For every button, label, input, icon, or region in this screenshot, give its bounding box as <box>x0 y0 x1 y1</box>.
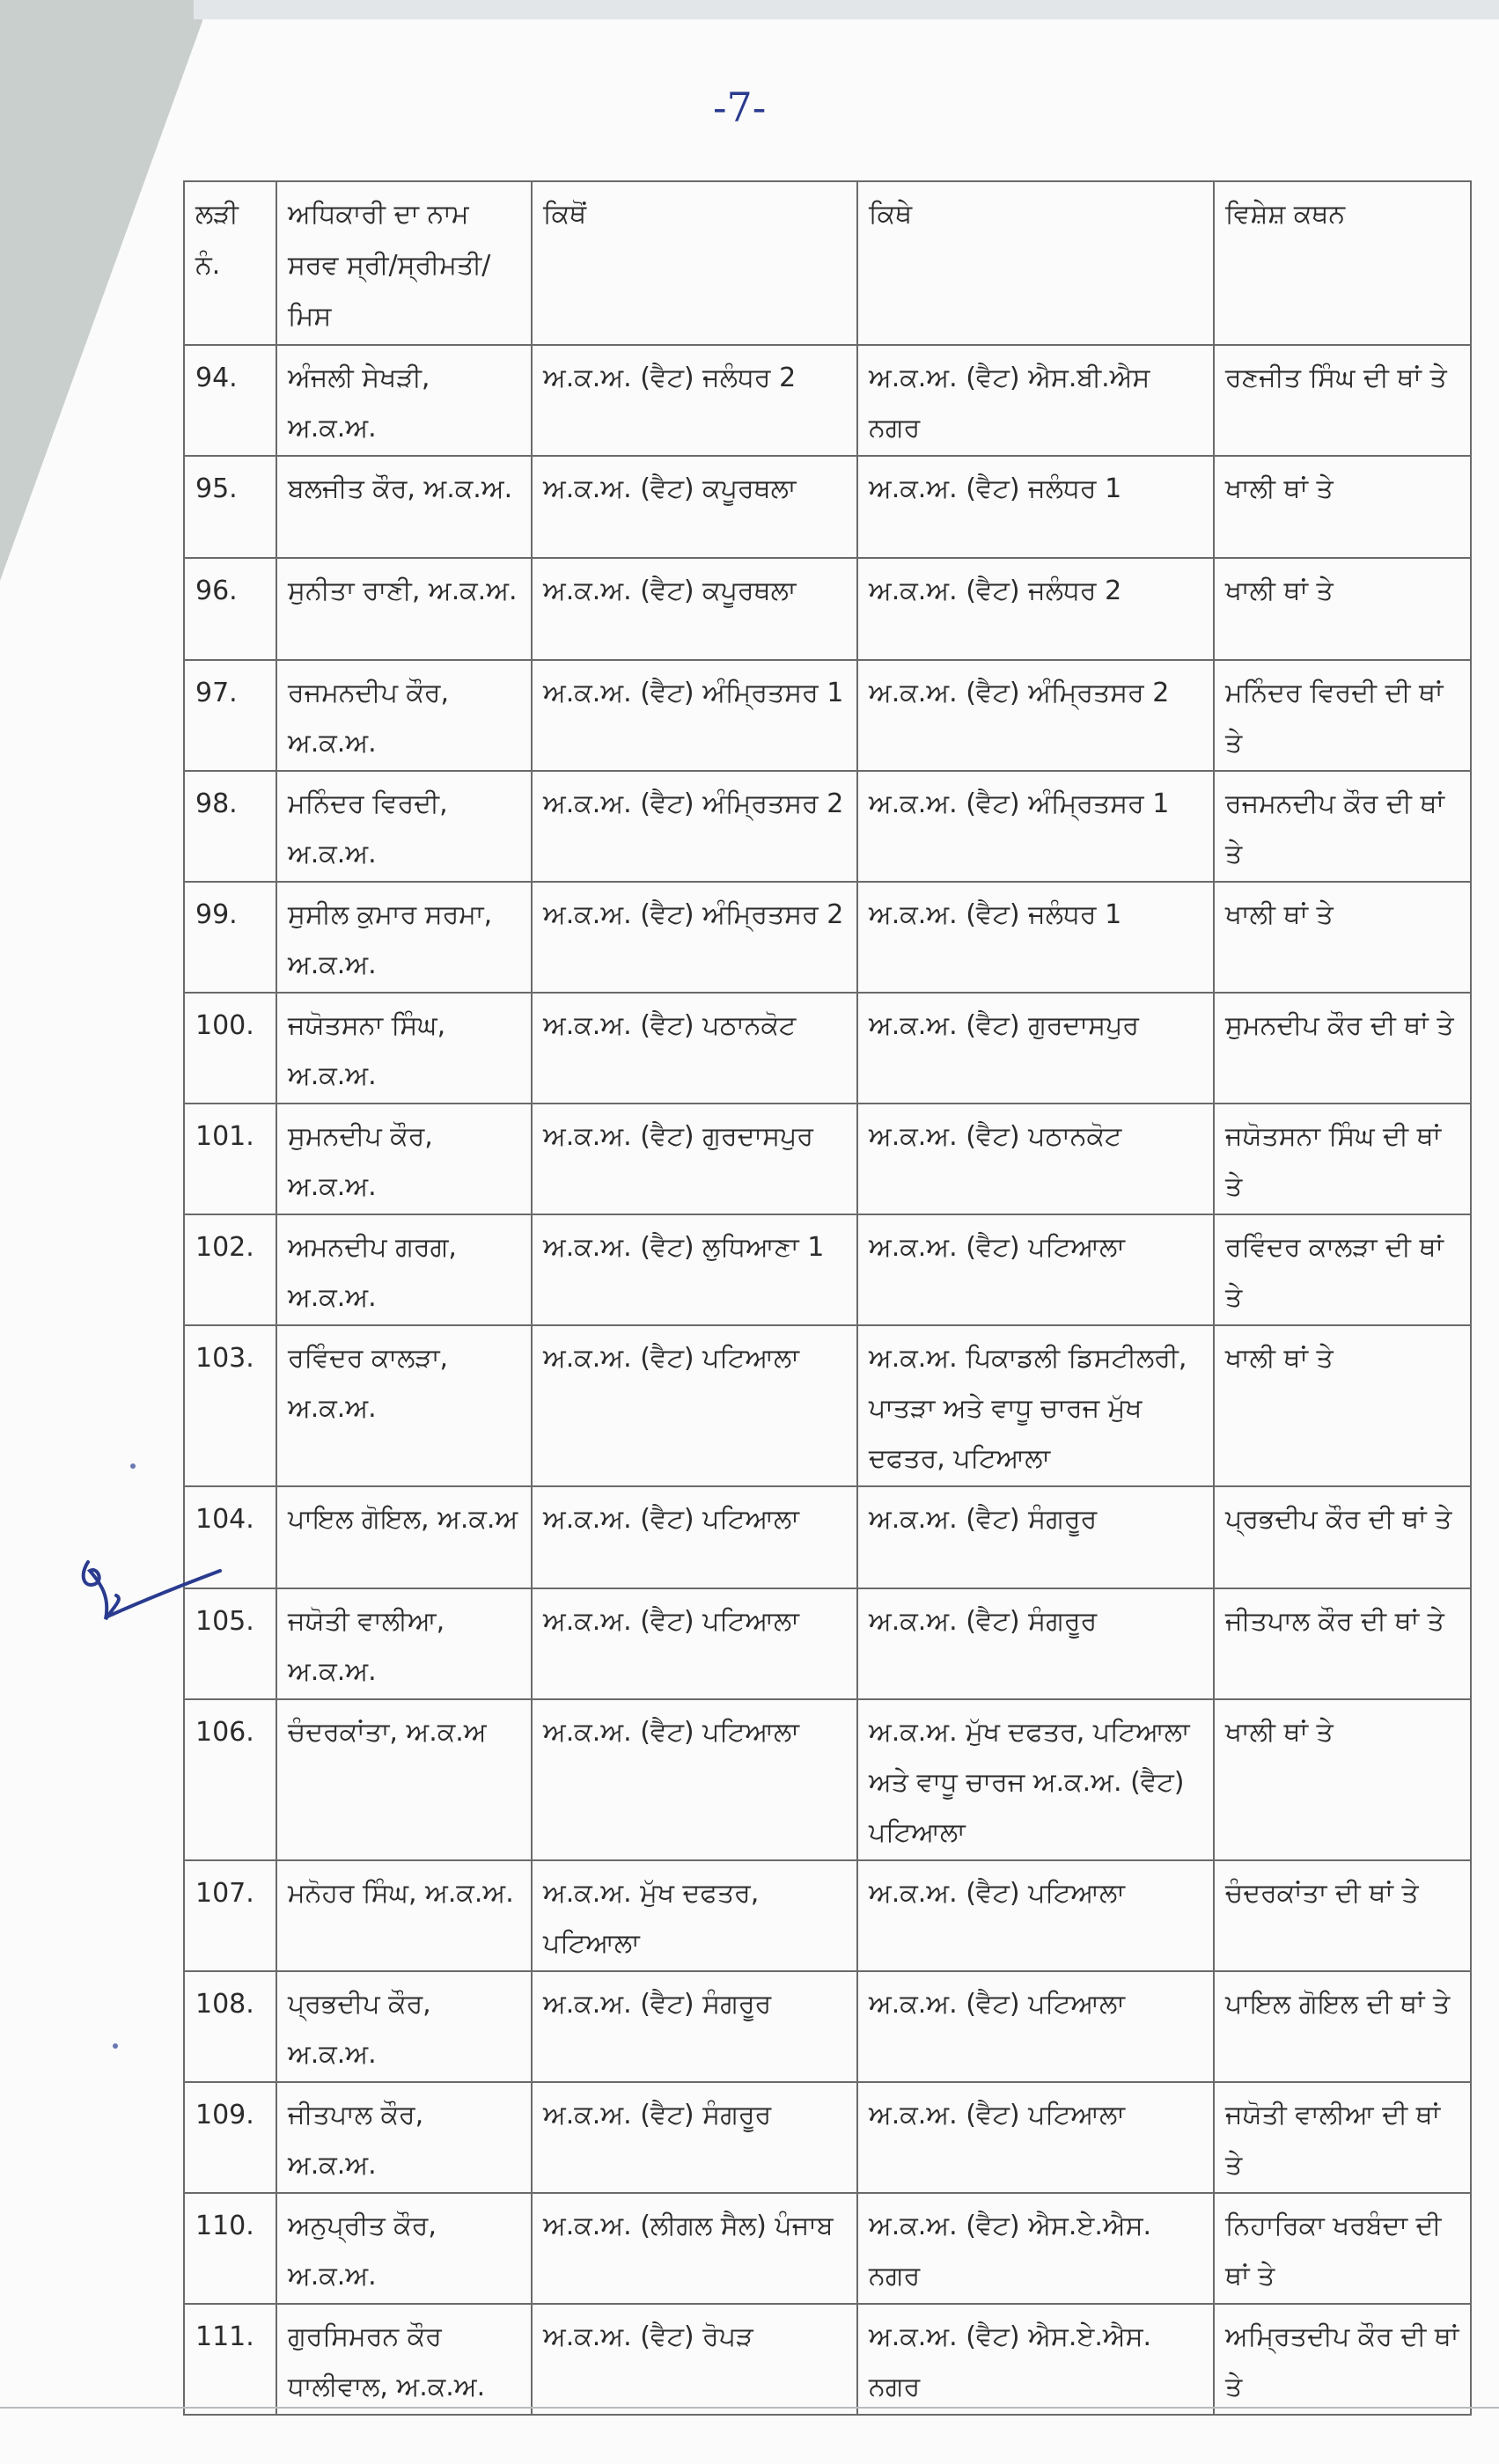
cell-to: ਅ.ਕ.ਅ. (ਵੈਟ) ਪਟਿਆਲਾ <box>857 1214 1214 1325</box>
cell-serial: 98. <box>184 771 276 882</box>
cell-serial: 104. <box>184 1486 276 1588</box>
scan-top-edge <box>194 0 1499 19</box>
page-number: -7- <box>713 84 767 131</box>
cell-name: ਜੀਤਪਾਲ ਕੌਰ, ਅ.ਕ.ਅ. <box>276 2082 532 2193</box>
cell-remarks: ਪ੍ਰਭਦੀਪ ਕੌਰ ਦੀ ਥਾਂ ਤੇ <box>1214 1486 1471 1588</box>
cell-from: ਅ.ਕ.ਅ. (ਵੈਟ) ਪਠਾਨਕੋਟ <box>532 993 857 1104</box>
cell-name: ਸੁਨੀਤਾ ਰਾਣੀ, ਅ.ਕ.ਅ. <box>276 558 532 660</box>
table-row <box>184 1214 1471 1325</box>
cell-from: ਅ.ਕ.ਅ. (ਵੈਟ) ਪਟਿਆਲਾ <box>532 1588 857 1699</box>
cell-remarks: ਖਾਲੀ ਥਾਂ ਤੇ <box>1214 882 1471 993</box>
cell-to: ਅ.ਕ.ਅ. (ਵੈਟ) ਅੰਮ੍ਰਿਤਸਰ 2 <box>857 660 1214 771</box>
cell-to: ਅ.ਕ.ਅ. (ਵੈਟ) ਪਟਿਆਲਾ <box>857 2082 1214 2193</box>
cell-serial: 103. <box>184 1325 276 1486</box>
cell-serial: 97. <box>184 660 276 771</box>
table-row <box>184 993 1471 1104</box>
table-row <box>184 2082 1471 2193</box>
cell-serial: 95. <box>184 456 276 558</box>
cell-to: ਅ.ਕ.ਅ. (ਵੈਟ) ਐਸ.ਬੀ.ਐਸ ਨਗਰ <box>857 345 1214 456</box>
scan-corner-shadow <box>0 0 202 1056</box>
cell-name: ਮਨੋਹਰ ਸਿੰਘ, ਅ.ਕ.ਅ. <box>276 1860 532 1971</box>
table-row <box>184 345 1471 456</box>
cell-serial: 107. <box>184 1860 276 1971</box>
table-header-row <box>184 181 1471 345</box>
cell-remarks: ਨਿਹਾਰਿਕਾ ਖਰਬੰਦਾ ਦੀ ਥਾਂ ਤੇ <box>1214 2193 1471 2304</box>
cell-name: ਜਯੋਤਸਨਾ ਸਿੰਘ, ਅ.ਕ.ਅ. <box>276 993 532 1104</box>
cell-from: ਅ.ਕ.ਅ. (ਵੈਟ) ਸੰਗਰੂਰ <box>532 2082 857 2193</box>
cell-name: ਬਲਜੀਤ ਕੌਰ, ਅ.ਕ.ਅ. <box>276 456 532 558</box>
cell-from: ਅ.ਕ.ਅ. ਮੁੱਖ ਦਫਤਰ, ਪਟਿਆਲਾ <box>532 1860 857 1971</box>
cell-to: ਅ.ਕ.ਅ. (ਵੈਟ) ਐਸ.ਏ.ਐਸ. ਨਗਰ <box>857 2304 1214 2415</box>
cell-serial: 100. <box>184 993 276 1104</box>
table-row <box>184 2193 1471 2304</box>
table-row <box>184 1104 1471 1214</box>
cell-serial: 111. <box>184 2304 276 2415</box>
header-from: ਕਿਥੋਂ <box>532 181 857 345</box>
cell-name: ਜਯੋਤੀ ਵਾਲੀਆ, ਅ.ਕ.ਅ. <box>276 1588 532 1699</box>
cell-serial: 99. <box>184 882 276 993</box>
cell-remarks: ਮਨਿੰਦਰ ਵਿਰਦੀ ਦੀ ਥਾਂ ਤੇ <box>1214 660 1471 771</box>
header-remarks: ਵਿਸ਼ੇਸ਼ ਕਥਨ <box>1214 181 1471 345</box>
table-row <box>184 1486 1471 1588</box>
cell-remarks: ਰਵਿੰਦਰ ਕਾਲੜਾ ਦੀ ਥਾਂ ਤੇ <box>1214 1214 1471 1325</box>
cell-name: ਰਵਿੰਦਰ ਕਾਲੜਾ, ਅ.ਕ.ਅ. <box>276 1325 532 1486</box>
cell-from: ਅ.ਕ.ਅ. (ਵੈਟ) ਪਟਿਆਲਾ <box>532 1325 857 1486</box>
cell-remarks: ਖਾਲੀ ਥਾਂ ਤੇ <box>1214 1699 1471 1860</box>
cell-to: ਅ.ਕ.ਅ. ਪਿਕਾਡਲੀ ਡਿਸਟੀਲਰੀ, ਪਾਤੜਾ ਅਤੇ ਵਾਧੂ ਚਾਰਜ ਮੁੱਖ ਦਫਤਰ, ਪਟਿਆਲਾ <box>857 1325 1214 1486</box>
scan-bottom-edge <box>0 2407 1499 2409</box>
cell-serial: 106. <box>184 1699 276 1860</box>
cell-remarks: ਪਾਇਲ ਗੋਇਲ ਦੀ ਥਾਂ ਤੇ <box>1214 1971 1471 2082</box>
scan-speck <box>130 1463 136 1469</box>
cell-remarks: ਜਯੋਤਸਨਾ ਸਿੰਘ ਦੀ ਥਾਂ ਤੇ <box>1214 1104 1471 1214</box>
cell-from: ਅ.ਕ.ਅ. (ਵੈਟ) ਜਲੰਧਰ 2 <box>532 345 857 456</box>
cell-from: ਅ.ਕ.ਅ. (ਵੈਟ) ਅੰਮ੍ਰਿਤਸਰ 2 <box>532 771 857 882</box>
cell-serial: 94. <box>184 345 276 456</box>
cell-remarks: ਅਮ੍ਰਿਤਦੀਪ ਕੌਰ ਦੀ ਥਾਂ ਤੇ <box>1214 2304 1471 2415</box>
table-row <box>184 1971 1471 2082</box>
cell-name: ਚੰਦਰਕਾਂਤਾ, ਅ.ਕ.ਅ <box>276 1699 532 1860</box>
table-row <box>184 882 1471 993</box>
cell-from: ਅ.ਕ.ਅ. (ਵੈਟ) ਸੰਗਰੂਰ <box>532 1971 857 2082</box>
header-serial: ਲੜੀ ਨੰ. <box>184 181 276 345</box>
cell-from: ਅ.ਕ.ਅ. (ਵੈਟ) ਗੁਰਦਾਸਪੁਰ <box>532 1104 857 1214</box>
table-row <box>184 1860 1471 1971</box>
cell-to: ਅ.ਕ.ਅ. ਮੁੱਖ ਦਫਤਰ, ਪਟਿਆਲਾ ਅਤੇ ਵਾਧੂ ਚਾਰਜ ਅ.ਕ.ਅ. (ਵੈਟ) ਪਟਿਆਲਾ <box>857 1699 1214 1860</box>
cell-from: ਅ.ਕ.ਅ. (ਵੈਟ) ਰੋਪੜ <box>532 2304 857 2415</box>
cell-to: ਅ.ਕ.ਅ. (ਵੈਟ) ਪਠਾਨਕੋਟ <box>857 1104 1214 1214</box>
cell-remarks: ਚੰਦਰਕਾਂਤਾ ਦੀ ਥਾਂ ਤੇ <box>1214 1860 1471 1971</box>
table-row <box>184 2304 1471 2415</box>
cell-from: ਅ.ਕ.ਅ. (ਵੈਟ) ਲੁਧਿਆਣਾ 1 <box>532 1214 857 1325</box>
cell-name: ਰਜਮਨਦੀਪ ਕੌਰ, ਅ.ਕ.ਅ. <box>276 660 532 771</box>
cell-remarks: ਰਜਮਨਦੀਪ ਕੌਰ ਦੀ ਥਾਂ ਤੇ <box>1214 771 1471 882</box>
cell-remarks: ਖਾਲੀ ਥਾਂ ਤੇ <box>1214 456 1471 558</box>
cell-name: ਪ੍ਰਭਦੀਪ ਕੌਰ, ਅ.ਕ.ਅ. <box>276 1971 532 2082</box>
cell-from: ਅ.ਕ.ਅ. (ਵੈਟ) ਕਪੂਰਥਲਾ <box>532 558 857 660</box>
cell-to: ਅ.ਕ.ਅ. (ਵੈਟ) ਗੁਰਦਾਸਪੁਰ <box>857 993 1214 1104</box>
cell-from: ਅ.ਕ.ਅ. (ਵੈਟ) ਕਪੂਰਥਲਾ <box>532 456 857 558</box>
cell-serial: 110. <box>184 2193 276 2304</box>
scan-speck <box>113 2043 118 2049</box>
cell-from: ਅ.ਕ.ਅ. (ਵੈਟ) ਅੰਮ੍ਰਿਤਸਰ 1 <box>532 660 857 771</box>
table-row <box>184 1699 1471 1860</box>
cell-to: ਅ.ਕ.ਅ. (ਵੈਟ) ਸੰਗਰੂਰ <box>857 1588 1214 1699</box>
cell-remarks: ਰਣਜੀਤ ਸਿੰਘ ਦੀ ਥਾਂ ਤੇ <box>1214 345 1471 456</box>
cell-from: ਅ.ਕ.ਅ. (ਲੀਗਲ ਸੈਲ) ਪੰਜਾਬ <box>532 2193 857 2304</box>
cell-serial: 109. <box>184 2082 276 2193</box>
cell-remarks: ਜਯੋਤੀ ਵਾਲੀਆ ਦੀ ਥਾਂ ਤੇ <box>1214 2082 1471 2193</box>
cell-to: ਅ.ਕ.ਅ. (ਵੈਟ) ਪਟਿਆਲਾ <box>857 1860 1214 1971</box>
cell-remarks: ਸੁਮਨਦੀਪ ਕੌਰ ਦੀ ਥਾਂ ਤੇ <box>1214 993 1471 1104</box>
cell-to: ਅ.ਕ.ਅ. (ਵੈਟ) ਜਲੰਧਰ 1 <box>857 456 1214 558</box>
transfer-table <box>183 180 1472 2416</box>
cell-name: ਪਾਇਲ ਗੋਇਲ, ਅ.ਕ.ਅ <box>276 1486 532 1588</box>
cell-name: ਅੰਜਲੀ ਸੇਖੜੀ, ਅ.ਕ.ਅ. <box>276 345 532 456</box>
cell-to: ਅ.ਕ.ਅ. (ਵੈਟ) ਜਲੰਧਰ 1 <box>857 882 1214 993</box>
table-row <box>184 558 1471 660</box>
header-name: ਅਧਿਕਾਰੀ ਦਾ ਨਾਮ ਸਰਵ ਸ੍ਰੀ/ਸ੍ਰੀਮਤੀ/ ਮਿਸ <box>276 181 532 345</box>
table-row <box>184 771 1471 882</box>
cell-to: ਅ.ਕ.ਅ. (ਵੈਟ) ਸੰਗਰੂਰ <box>857 1486 1214 1588</box>
cell-name: ਸੁਸੀਲ ਕੁਮਾਰ ਸਰਮਾ, ਅ.ਕ.ਅ. <box>276 882 532 993</box>
header-to: ਕਿਥੇ <box>857 181 1214 345</box>
cell-name: ਮਨਿੰਦਰ ਵਿਰਦੀ, ਅ.ਕ.ਅ. <box>276 771 532 882</box>
cell-to: ਅ.ਕ.ਅ. (ਵੈਟ) ਜਲੰਧਰ 2 <box>857 558 1214 660</box>
cell-from: ਅ.ਕ.ਅ. (ਵੈਟ) ਪਟਿਆਲਾ <box>532 1486 857 1588</box>
cell-serial: 102. <box>184 1214 276 1325</box>
cell-serial: 101. <box>184 1104 276 1214</box>
signature-icon <box>62 1536 229 1641</box>
table-row <box>184 456 1471 558</box>
cell-to: ਅ.ਕ.ਅ. (ਵੈਟ) ਪਟਿਆਲਾ <box>857 1971 1214 2082</box>
cell-to: ਅ.ਕ.ਅ. (ਵੈਟ) ਐਸ.ਏ.ਐਸ. ਨਗਰ <box>857 2193 1214 2304</box>
cell-remarks: ਜੀਤਪਾਲ ਕੌਰ ਦੀ ਥਾਂ ਤੇ <box>1214 1588 1471 1699</box>
cell-serial: 108. <box>184 1971 276 2082</box>
cell-from: ਅ.ਕ.ਅ. (ਵੈਟ) ਅੰਮ੍ਰਿਤਸਰ 2 <box>532 882 857 993</box>
cell-remarks: ਖਾਲੀ ਥਾਂ ਤੇ <box>1214 558 1471 660</box>
cell-name: ਗੁਰਸਿਮਰਨ ਕੌਰ ਧਾਲੀਵਾਲ, ਅ.ਕ.ਅ. <box>276 2304 532 2415</box>
cell-from: ਅ.ਕ.ਅ. (ਵੈਟ) ਪਟਿਆਲਾ <box>532 1699 857 1860</box>
table-row <box>184 1325 1471 1486</box>
cell-to: ਅ.ਕ.ਅ. (ਵੈਟ) ਅੰਮ੍ਰਿਤਸਰ 1 <box>857 771 1214 882</box>
cell-name: ਅਮਨਦੀਪ ਗਰਗ, ਅ.ਕ.ਅ. <box>276 1214 532 1325</box>
cell-remarks: ਖਾਲੀ ਥਾਂ ਤੇ <box>1214 1325 1471 1486</box>
cell-serial: 96. <box>184 558 276 660</box>
cell-serial: 105. <box>184 1588 276 1699</box>
cell-name: ਸੁਮਨਦੀਪ ਕੌਰ, ਅ.ਕ.ਅ. <box>276 1104 532 1214</box>
table-row <box>184 660 1471 771</box>
cell-name: ਅਨੁਪ੍ਰੀਤ ਕੌਰ, ਅ.ਕ.ਅ. <box>276 2193 532 2304</box>
table-row <box>184 1588 1471 1699</box>
